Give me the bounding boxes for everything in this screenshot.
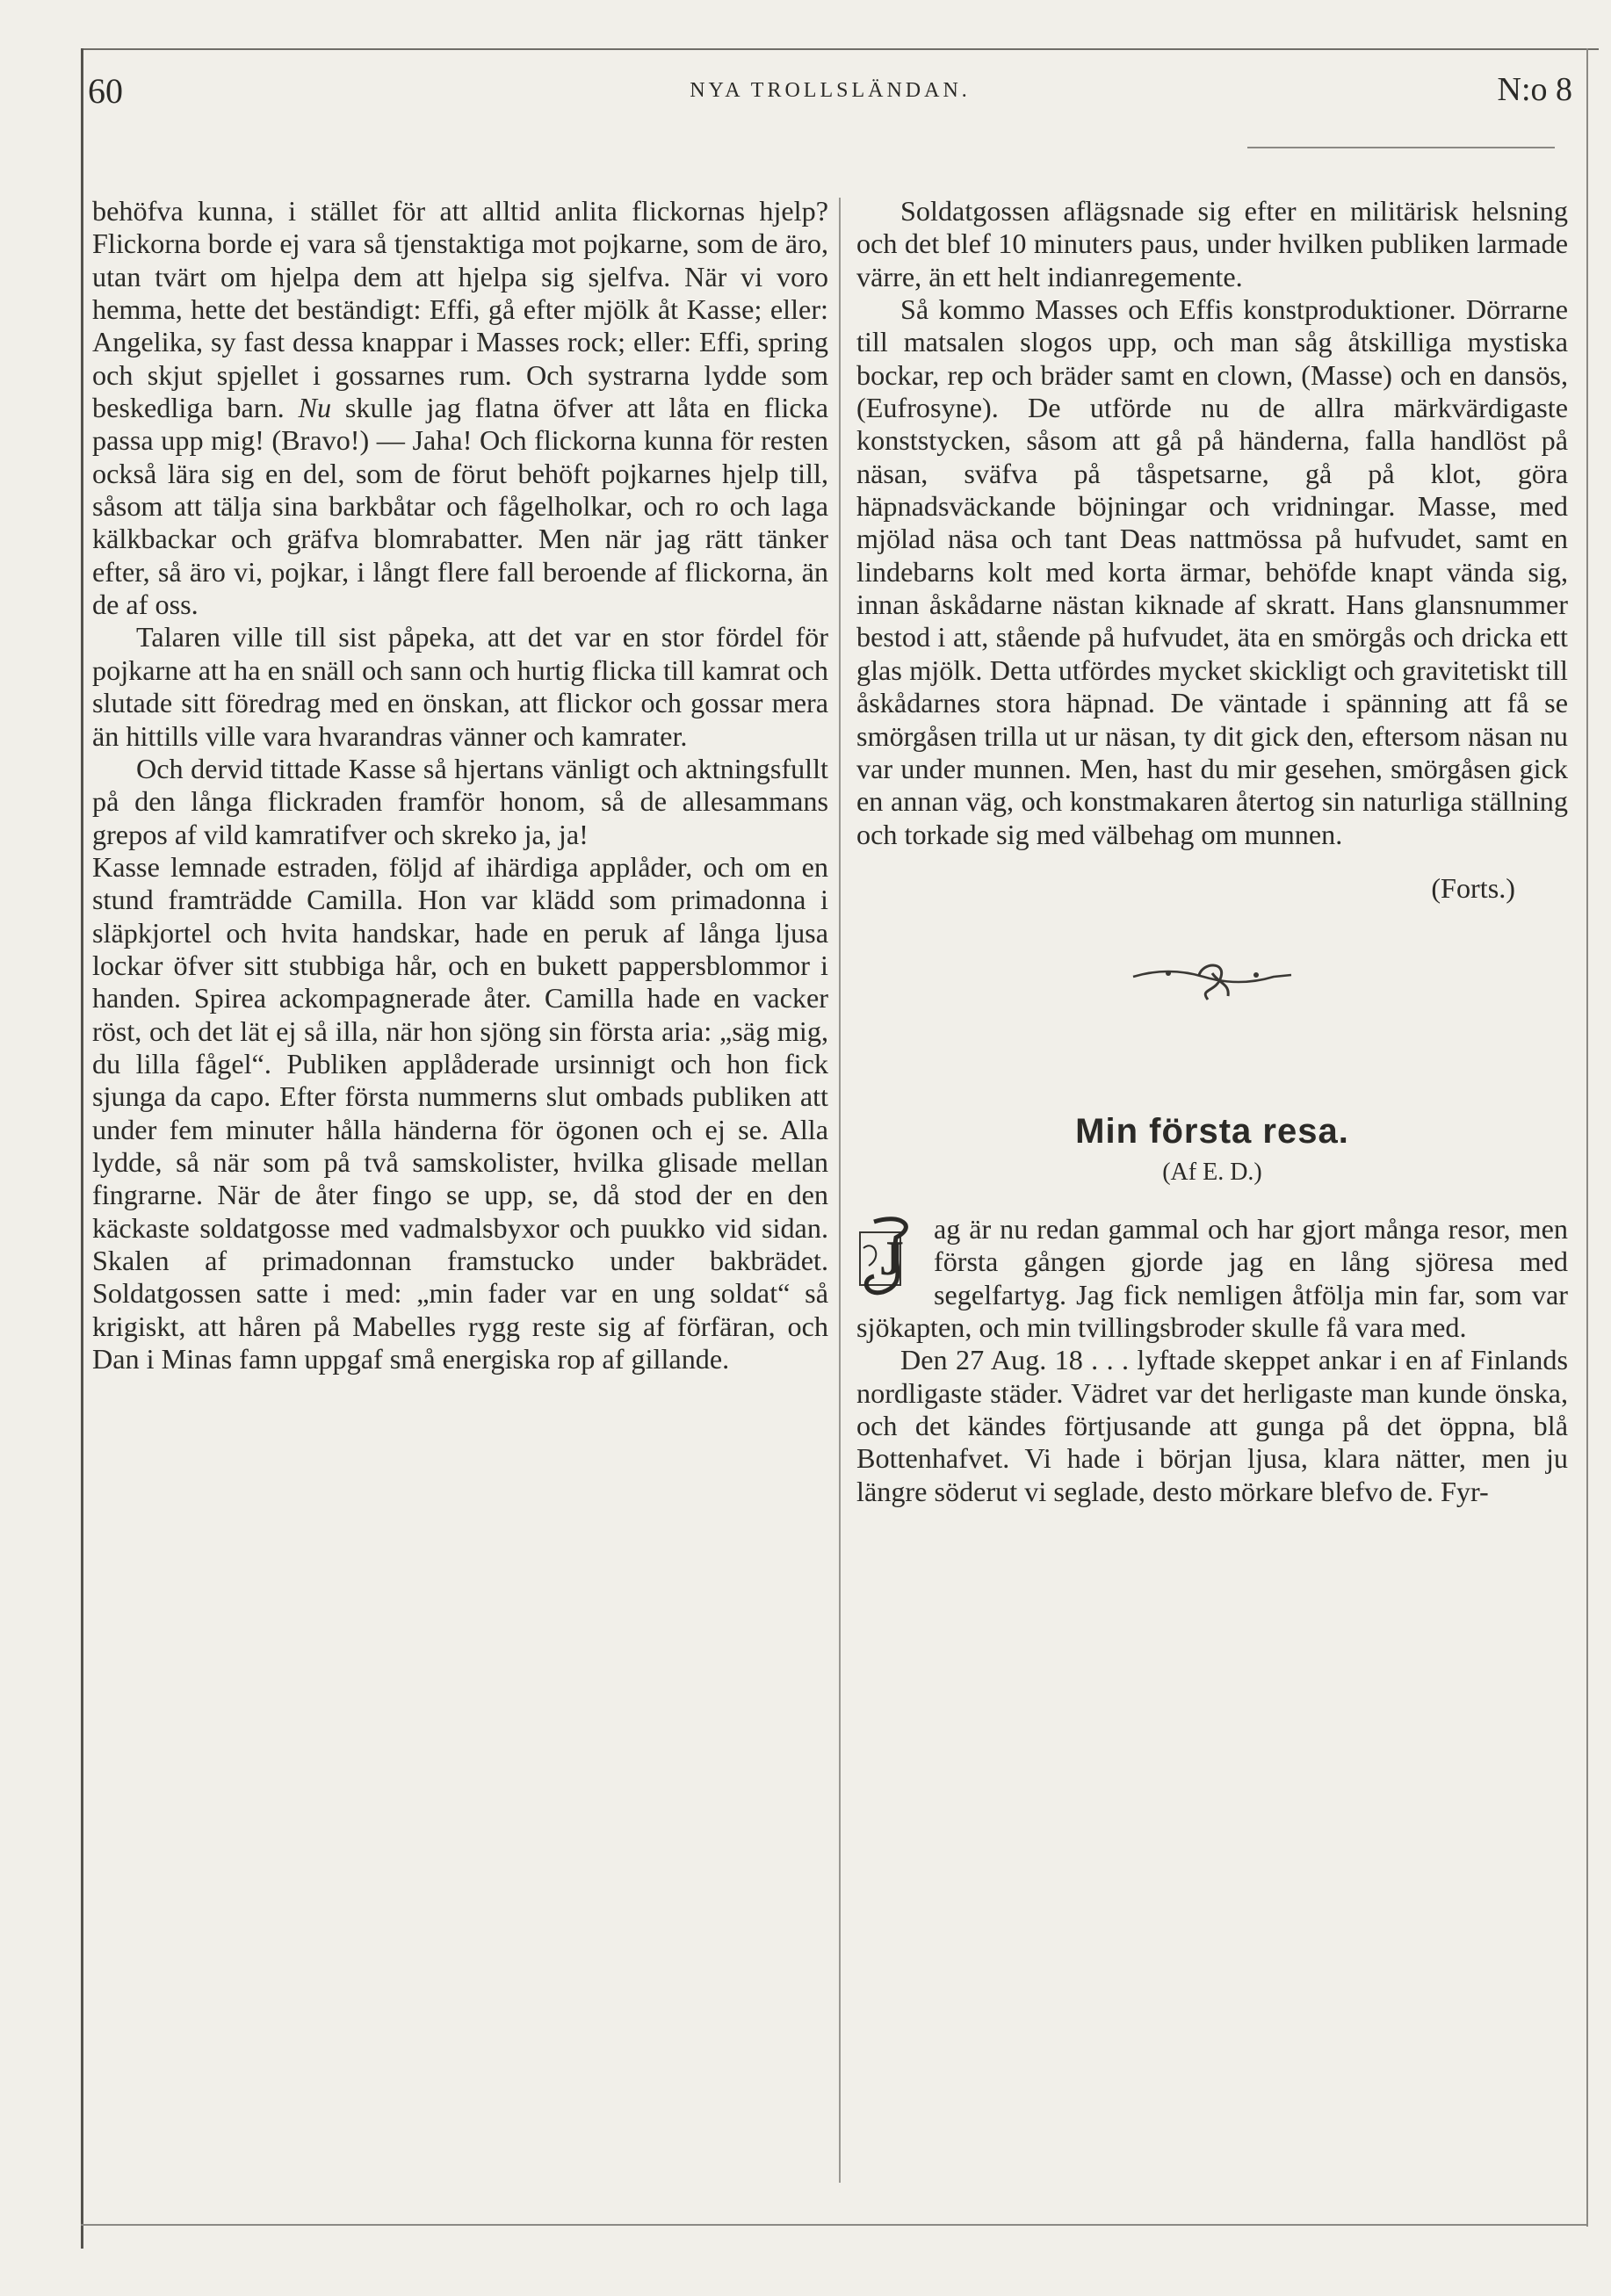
paragraph: behöfva kunna, i stället för att alltid anlita flickornas hjelp? Flickorna borde ej vara så tjenstaktiga mot pojkarne, som de äro, utan tvärt om hjelpa dem att hjelpa sig sjelfva. När vi voro hemma, hette det beständigt: Effi, gå efter mjölk åt Kasse; eller: Angelika, sy fast dessa knappar i Masses rock; eller: Effi, spring och skjut spjellet i gossarnes rum. Och systrarna lydde som beskedliga barn. Nu skulle jag flatna öfver att låta en flicka passa upp mig! (Bravo!) — Jaha! Och flickorna kunna för resten också lära sig en del, som de förut behöft pojkarnes hjelp till, såsom att tälja sina barkbåtar och fågelholkar, och ro och laga kälkbackar och gräfva blomrabatter. Men när jag rätt tänker efter, så äro vi, pojkar, i långt flere fall beroende af flickorna, än de af oss. [92, 195, 829, 621]
top-border-rule [83, 48, 1599, 50]
bottom-border-rule [81, 2224, 1588, 2226]
left-column [92, 195, 828, 1375]
running-title: NYA TROLLSLÄNDAN. [690, 79, 971, 102]
page-header [88, 70, 1572, 123]
paragraph: Kasse lemnade estraden, följd af ihärdiga applåder, och om en stund framträdde Camilla. Hon var klädd som primadonna i släpkjortel och hvita handskar, hade en peruk af långa ljusa lockar öfver sitt stubbiga hår, och en bukett pappersblommor i handen. Spirea ackompagnerade åter. Camilla hade en vacker röst, och det lät ej så illa, när hon sjöng sin första aria: „säg mig, du lilla fågel“. Publiken applåderade ursinnigt och hon fick sjunga da capo. Efter första nummerns slut ombads publiken att under fem minuter hålla händerna för ögonen och ej se. Alla lydde, så när som på två samskolister, hvilka glisade mellan fingrarne. När de åter fingo se upp, se, då stod der en den käckaste soldatgosse med vadmalsbyxor och puukko vid sidan. Skalen af primadonnan framstucko under bakbrädet. Soldatgossen satte i med: „min fader var en ung soldat“ så krigiskt, att håren på Mabelles rygg reste sig af förfäran, och Dan i Minas famn uppgaf små energiska rop af gillande. [92, 850, 828, 1375]
continuation-note: (Forts.) [1431, 871, 1515, 904]
paragraph: Och dervid tittade Kasse så hjertans vänligt och aktningsfullt på den långa flickraden framför honom, så de allesammans grepos af vild kamratifver och skreko ja, ja! [92, 752, 828, 850]
left-border-rule [81, 48, 83, 2249]
column-divider [839, 198, 841, 2183]
header-rule [1247, 147, 1555, 148]
paragraph: Så kommo Masses och Effis konstproduktioner. Dörrarne till matsalen slogos upp, och man såg åtskilliga mystiska bockar, rep och bräder samt en clown, (Masse) och en dansös, (Eufrosyne). De utförde nu de allra märkvärdigaste konststycken, såsom att gå på händerna, falla handlöst på näsan, sväfva på tåspetsarne, gå på klot, göra häpnadsväckande böjningar och vridningar. Masse, med mjölad näsa och tant Deas nattmössa på hufvudet, samt en lindebarns kolt med korta ärmar, behöfde knapt vända sig, innan åskådarne nästan kiknade af skratt. Hans glansnummer bestod i att, stående på hufvudet, äta en smörgås och dricka ett glas mjölk. Detta utfördes mycket skickligt och gravitetiskt till åskådarnes stora häpnad. De väntade i spänning att få se smörgåsen trilla ut ur näsan, ty dit gick den, eftersom näsan nu var under munnen. Men, hast du mir gesehen, smörgåsen gick en annan väg, och konstmakaren återtog sin naturliga ställning och torkade sig med välbehag om munnen. [856, 293, 1568, 850]
right-column [856, 195, 1568, 1508]
ornament-icon [1116, 957, 1309, 1010]
article-body [856, 1213, 1568, 1508]
paragraph: Talaren ville till sist påpeka, att det var en stor fördel för pojkarne att ha en snäll och sann och hurtig flicka till kamrat och slutade sitt föredrag med en önskan, att flickor och gossar mera än hittills ville vara hvarandras vänner och kamrater. [92, 621, 828, 752]
paragraph: Soldatgossen aflägsnade sig efter en militärisk helsning och det blef 10 minuters paus, under hvilken publiken larmade värre, än ett helt indianregemente. [856, 195, 1568, 292]
article-title: Min första resa. [1075, 1112, 1349, 1152]
page-number: 60 [88, 71, 123, 111]
dropcap-letter: J [879, 1231, 904, 1286]
dropcap-j-icon [856, 1213, 927, 1301]
paragraph: Den 27 Aug. 18 . . . lyftade skeppet ankar i en af Finlands nordligaste städer. Vädret var det herligaste man kunde önska, och det kändes förtjusande att gunga på det öppna, blå Bottenhafvet. Vi hade i början ljusa, klara nätter, men ju längre söderut vi seglade, desto mörkare blefvo de. Fyr- [856, 1344, 1568, 1507]
issue-number: N:o 8 [1497, 71, 1572, 108]
article-first-paragraph: J ag är nu redan gammal och har gjort många resor, men första gången gjorde jag en lång sjöresa med segelfartyg. Jag fick nemligen åtfölja min far, som var sjökapten, och min tvillingsbroder skulle få vara med. [856, 1212, 1568, 1343]
article-byline: (Af E. D.) [1162, 1158, 1262, 1186]
right-border-rule [1586, 48, 1588, 2227]
italic-word: Nu [298, 392, 332, 424]
